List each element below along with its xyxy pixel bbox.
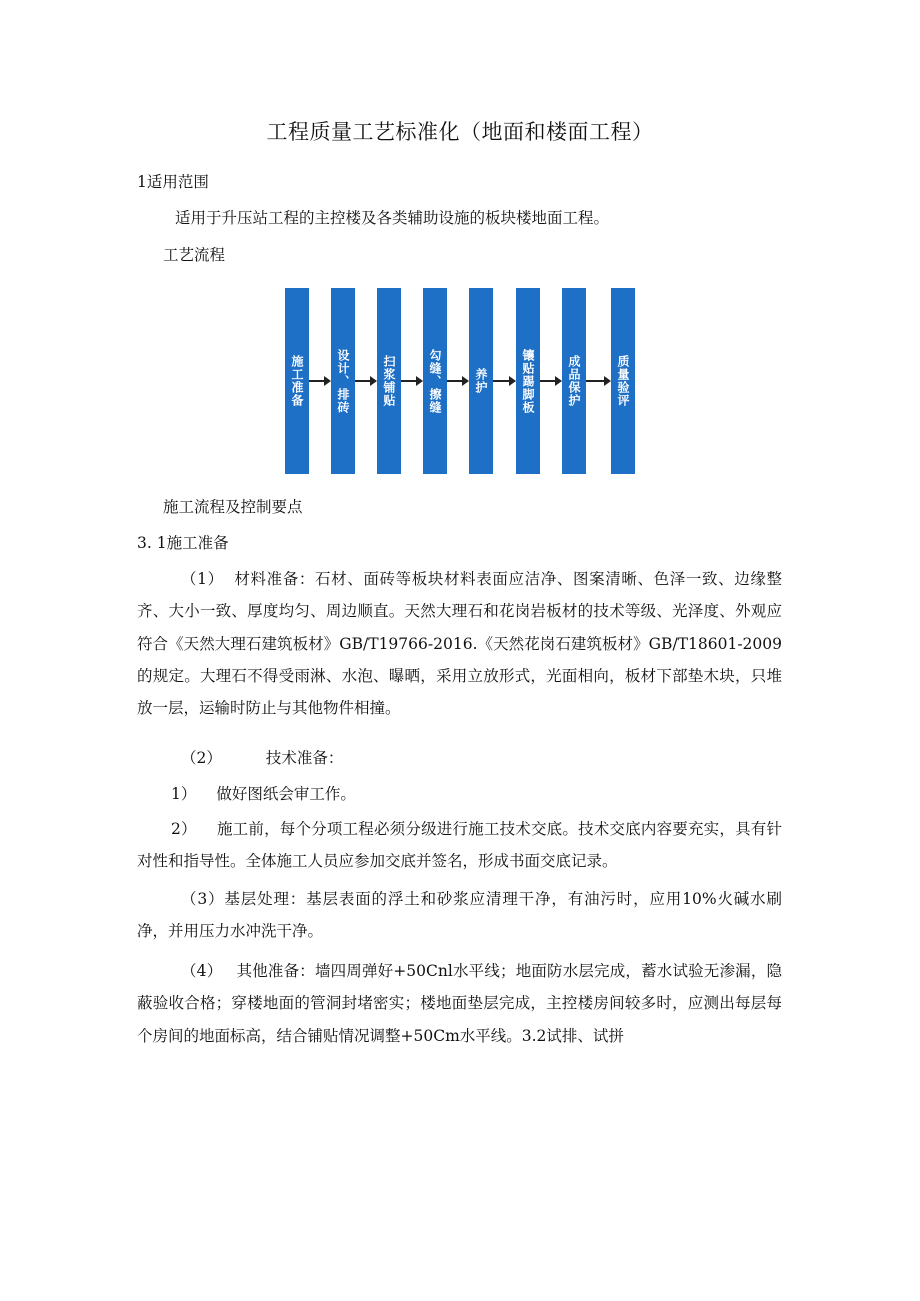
flow-step-8 (611, 288, 635, 474)
paragraph-base-treatment: （3）基层处理：基层表面的浮土和砂浆应清理干净，有油污时，应用10%火碱水刷净，并用压力水冲洗干净。 (137, 890, 782, 941)
flow-step-6 (516, 288, 540, 474)
paragraph-other-prep (137, 955, 782, 1052)
flow-step-5-label: 养护 (474, 368, 488, 394)
flow-step-5 (469, 288, 493, 474)
paragraph-2-marker: （2） (181, 749, 222, 767)
section-1-heading: 1适用范围 (137, 173, 209, 191)
flow-step-6-label: 镶贴踢脚板 (521, 348, 535, 414)
paragraph-1-text: 材料准备：石材、面砖等板块材料表面应洁净、图案清晰、色泽一致、边缘整齐、大小一致、厚度均匀、周边顺直。天然大理石和花岗岩板材的技术等级、光泽度、外观应符合《天然大理石建筑板材》GB/T19766-2016.《天然花岗石建筑板材》GB/T18601-2009的规定。大理石不得受雨淋、水泡、曝晒，采用立放形式，光面相向，板材下部垫木块，只堆放一层，运输时防止与其他物件相撞。 (137, 570, 782, 718)
paragraph-tech-prep (181, 748, 343, 768)
section-3-1-heading: 3. 1施工准备 (137, 534, 229, 552)
flow-step-2-label: 设计、排砖 (336, 348, 350, 414)
item-2-marker: 2） (171, 820, 197, 838)
flow-step-7-label: 成品保护 (567, 355, 581, 407)
flow-step-1 (285, 288, 309, 474)
item-2-text: 施工前，每个分项工程必须分级进行施工技术交底。技术交底内容要充实，具有针对性和指导性。全体施工人员应参加交底并签名，形成书面交底记录。 (137, 820, 782, 871)
flow-step-8-label: 质量验评 (616, 355, 630, 407)
flow-arrow-3 (401, 376, 423, 386)
flow-step-3 (377, 288, 401, 474)
flow-arrow-7 (586, 376, 611, 386)
flow-arrow-1 (309, 376, 331, 386)
flow-step-7 (562, 288, 586, 474)
process-flow-diagram (285, 288, 635, 474)
document-title: 工程质量工艺标准化（地面和楼面工程） (266, 120, 654, 144)
paragraph-4-marker: （4） (181, 962, 223, 980)
flow-arrow-4 (447, 376, 469, 386)
paragraph-material-prep (137, 563, 782, 724)
flow-arrow-2 (355, 376, 377, 386)
paragraph-2-text: 技术准备： (265, 749, 344, 767)
item-1-text: 做好图纸会审工作。 (216, 785, 356, 803)
control-points-heading: 施工流程及控制要点 (163, 498, 303, 516)
paragraph-4-text: 其他准备：墙四周弹好+50Cnl水平线；地面防水层完成，蓄水试验无渗漏，隐蔽验收合格；穿楼地面的管洞封堵密实；楼地面垫层完成，主控楼房间较多时，应测出每层每个房间的地面标高，结合铺贴情况调整+50Cm水平线。3.2试排、试拼 (137, 962, 782, 1045)
item-1-marker: 1） (171, 785, 197, 803)
flow-arrow-5 (493, 376, 516, 386)
flow-heading: 工艺流程 (163, 246, 226, 264)
flow-step-3-label: 扫浆铺贴 (382, 355, 396, 407)
item-drawing-review (171, 784, 356, 804)
flow-arrow-6 (540, 376, 562, 386)
paragraph-1-marker: （1） (181, 570, 224, 588)
flow-step-4 (423, 288, 447, 474)
item-tech-briefing (137, 813, 782, 878)
flow-step-4-label: 勾缝、擦缝 (428, 348, 442, 414)
flow-step-2 (331, 288, 355, 474)
section-1-text: 适用于升压站工程的主控楼及各类辅助设施的板块楼地面工程。 (175, 209, 610, 227)
flow-step-1-label: 施工准备 (290, 355, 304, 407)
